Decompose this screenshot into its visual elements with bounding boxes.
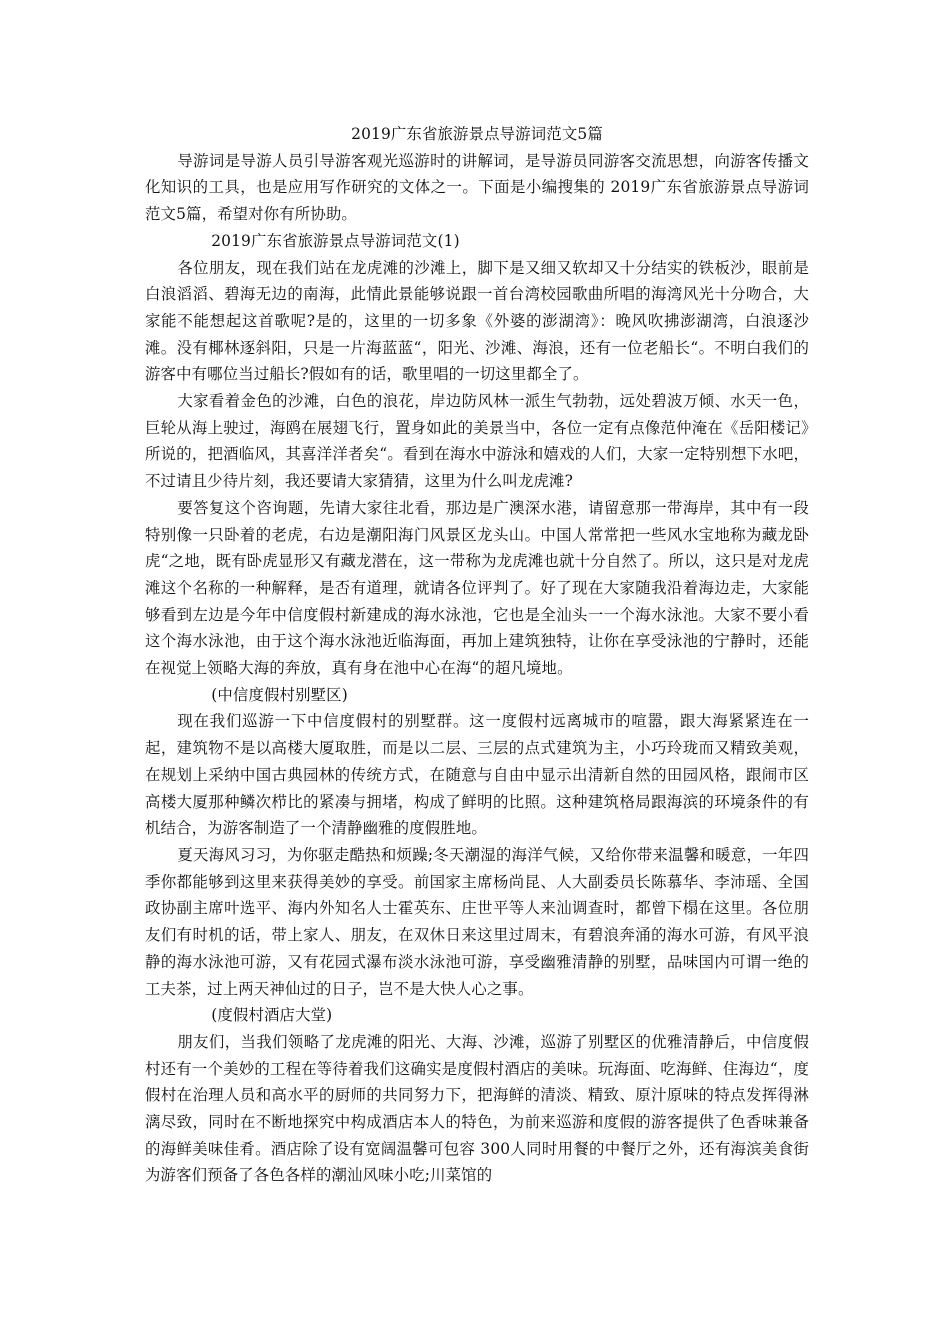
intro-paragraph: 导游词是导游人员引导游客观光巡游时的讲解词，是导游员同游客交流思想，向游客传播文化知识的工具，也是应用写作研究的文体之一。下面是小编搜集的 2019广东省旅游景点导游词范文5篇，希望对你有所协助。 (145, 151, 809, 224)
document-page (145, 121, 809, 1189)
body-paragraph: 各位朋友，现在我们站在龙虎滩的沙滩上，脚下是又细又软却又十分结实的铁板沙，眼前是白浪滔滔、碧海无边的南海，此情此景能够说跟一首台湾校园歌曲所唱的海湾风光十分吻合，大家能不能想起这首歌呢?是的，这里的一切多象《外婆的澎湖湾》：晚风吹拂澎湖湾，白浪逐沙滩。没有椰林逐斜阳，只是一片海蓝蓝“，阳光、沙滩、海浪，还有一位老船长“。不明白我们的游客中有哪位当过船长?假如有的话，歌里唱的一切这里都全了。 (145, 258, 809, 384)
document-title: 2019广东省旅游景点导游词范文5篇 (351, 125, 603, 143)
body-paragraph: 要答复这个咨询题，先请大家往北看，那边是广澳深水港，请留意那一带海岸，其中有一段特别像一只卧着的老虎，右边是潮阳海门风景区龙头山。中国人常常把一些风水宝地称为藏龙卧虎“之地，既有卧虎显形又有藏龙潜在，这一带称为龙虎滩也就十分自然了。所以，这只是对龙虎滩这个名称的一种解释，是否有道理，就请各位评判了。好了现在大家随我沿着海边走，大家能够看到左边是今年中信度假村新建成的海水泳池，它也是全汕头一一个海水泳池。大家不要小看这个海水泳池，由于这个海水泳池近临海面，再加上建筑独特，让你在享受泳池的宁静时，还能在视觉上领略大海的奔放，真有身在池中心在海“的超凡境地。 (145, 498, 809, 678)
body-paragraph: 大家看着金色的沙滩，白色的浪花，岸边防风林一派生气勃勃，远处碧波万倾、水天一色，巨轮从海上驶过，海鸥在展翅飞行，置身如此的美景当中，各位一定有点像范仲淹在《岳阳楼记》所说的，把酒临风，其喜洋洋者矣“。看到在海水中游泳和嬉戏的人们，大家一定特别想下水吧，不过请且少待片刻，我还要请大家猜猜，这里为什么叫龙虎滩? (145, 392, 809, 491)
subheading-hotel-lobby: (度假村酒店大堂) (211, 1006, 333, 1025)
body-paragraph: 夏天海风习习，为你驱走酷热和烦躁;冬天潮湿的海洋气候，又给你带来温馨和暖意，一年四季你都能够到这里来获得美妙的享受。前国家主席杨尚昆、人大副委员长陈慕华、李沛瑶、全国政协副主席叶选平、海内外知名人士霍英东、庄世平等人来汕调查时，都曾下榻在这里。各位朋友们有时机的话，带上家人、朋友，在双休日来这里过周末，有碧浪奔涌的海水可游，有风平浪静的海水泳池可游，又有花园式瀑布淡水泳池可游，享受幽雅清静的别墅，品味国内可谓一绝的工夫茶，过上两天神仙过的日子，岂不是大快人心之事。 (145, 845, 809, 998)
body-paragraph: 朋友们，当我们领略了龙虎滩的阳光、大海、沙滩，巡游了别墅区的优雅清静后，中信度假村还有一个美妙的工程在等待着我们这确实是度假村酒店的美味。玩海面、吃海鲜、住海边“，度假村在治理人员和高水平的厨师的共同努力下，把海鲜的清淡、精致、原汁原味的特点发挥得淋漓尽致，同时在不断地探究中构成酒店本人的特色，为前来巡游和度假的游客提供了色香味兼备的海鲜美味佳肴。酒店除了设有宽阔温馨可包容 300人同时用餐的中餐厅之外，还有海滨美食街为游客们预备了各色各样的潮汕风味小吃;川菜馆的 (145, 1032, 809, 1185)
section-title: 2019广东省旅游景点导游词范文(1) (211, 231, 460, 250)
body-paragraph: 现在我们巡游一下中信度假村的别墅群。这一度假村远离城市的喧嚣，跟大海紧紧连在一起，建筑物不是以高楼大厦取胜，而是以二层、三层的点式建筑为主，小巧玲珑而又精致美观，在规划上采纳中国古典园林的传统方式，在随意与自由中显示出清新自然的田园风格，跟闹市区高楼大厦那种鳞次栉比的紧凑与拥堵，构成了鲜明的比照。这种建筑格局跟海滨的环境条件的有机结合，为游客制造了一个清静幽雅的度假胜地。 (145, 712, 809, 838)
subheading-villa-area: (中信度假村别墅区) (211, 685, 348, 704)
